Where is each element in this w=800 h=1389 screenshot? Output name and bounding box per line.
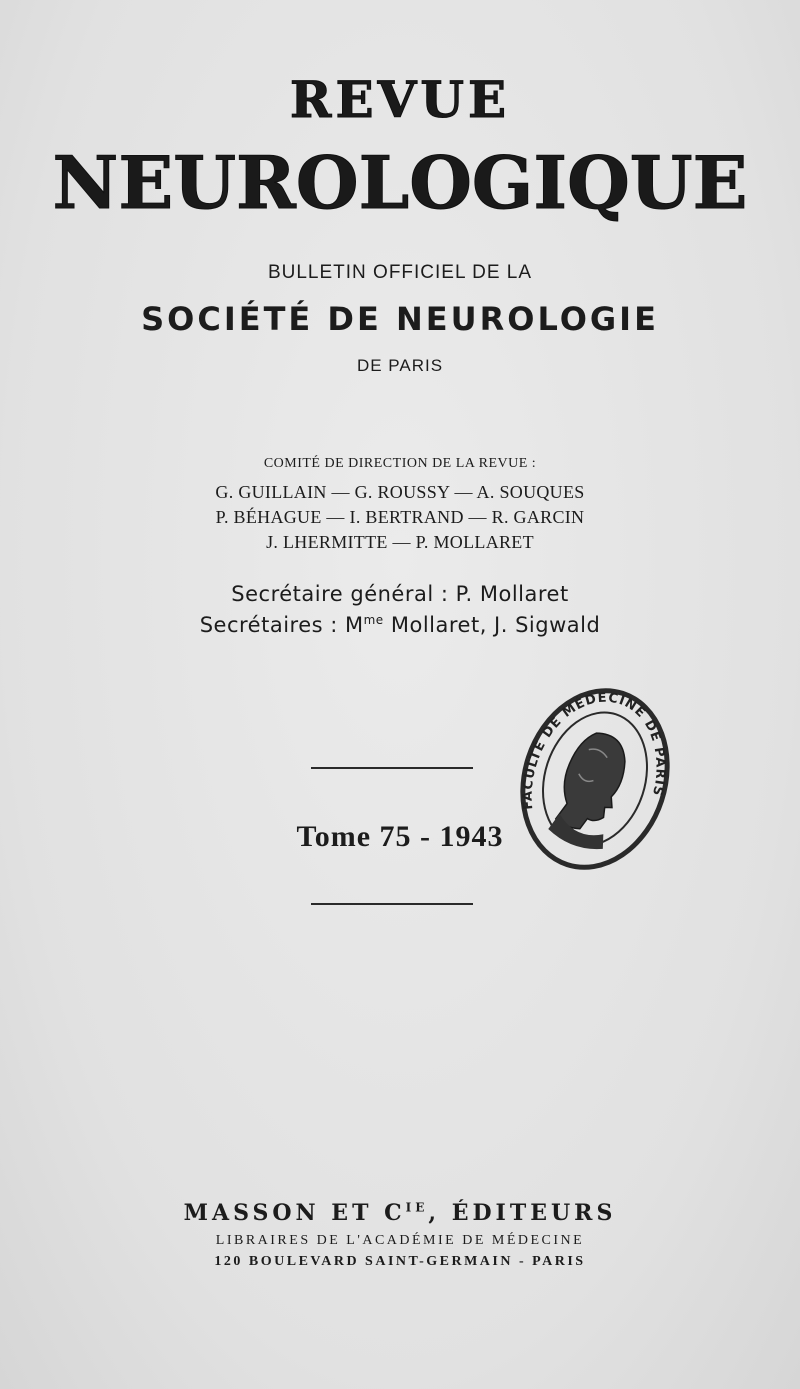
committee-line-3: J. LHERMITTE — P. MOLLARET xyxy=(266,532,534,552)
publisher-name-post: , ÉDITEURS xyxy=(428,1200,617,1226)
journal-title-neurologique: NEUROLOGIQUE xyxy=(52,140,748,225)
society-name: SOCIÉTÉ DE NEUROLOGIE xyxy=(141,300,659,338)
secretaries-sup: me xyxy=(363,613,384,627)
publisher-address: 120 BOULEVARD SAINT-GERMAIN - PARIS xyxy=(214,1254,586,1269)
secretaries-line xyxy=(0,613,800,637)
secretaries-rest: Mollaret, J. Sigwald xyxy=(383,613,601,637)
secretary-general: Secrétaire général : P. Mollaret xyxy=(231,582,569,606)
committee-line-2: P. BÉHAGUE — I. BERTRAND — R. GARCIN xyxy=(215,507,585,527)
divider-bottom xyxy=(311,903,473,905)
portrait-stamp-icon xyxy=(520,683,670,875)
bulletin-line: BULLETIN OFFICIEL DE LA xyxy=(267,262,533,283)
publisher-name xyxy=(0,1200,800,1226)
secretaries-prefix: Secrétaires : M xyxy=(199,613,364,637)
publisher-name-pre: MASSON ET C xyxy=(183,1200,406,1226)
committee-line-1: G. GUILLAIN — G. ROUSSY — A. SOUQUES xyxy=(215,482,585,502)
stamp-text: FACULTÉ DE MÉDECINE DE PARIS xyxy=(520,690,668,811)
divider-top xyxy=(311,767,473,769)
committee-heading: COMITÉ DE DIRECTION DE LA REVUE : xyxy=(263,456,537,471)
journal-title-revue: REVUE xyxy=(289,70,511,129)
society-city: DE PARIS xyxy=(356,356,444,375)
publisher-name-sup: IE xyxy=(405,1200,429,1215)
publisher-subtitle: LIBRAIRES DE L'ACADÉMIE DE MÉDECINE xyxy=(215,1233,585,1248)
volume-label: Tome 75 - 1943 xyxy=(296,820,504,853)
